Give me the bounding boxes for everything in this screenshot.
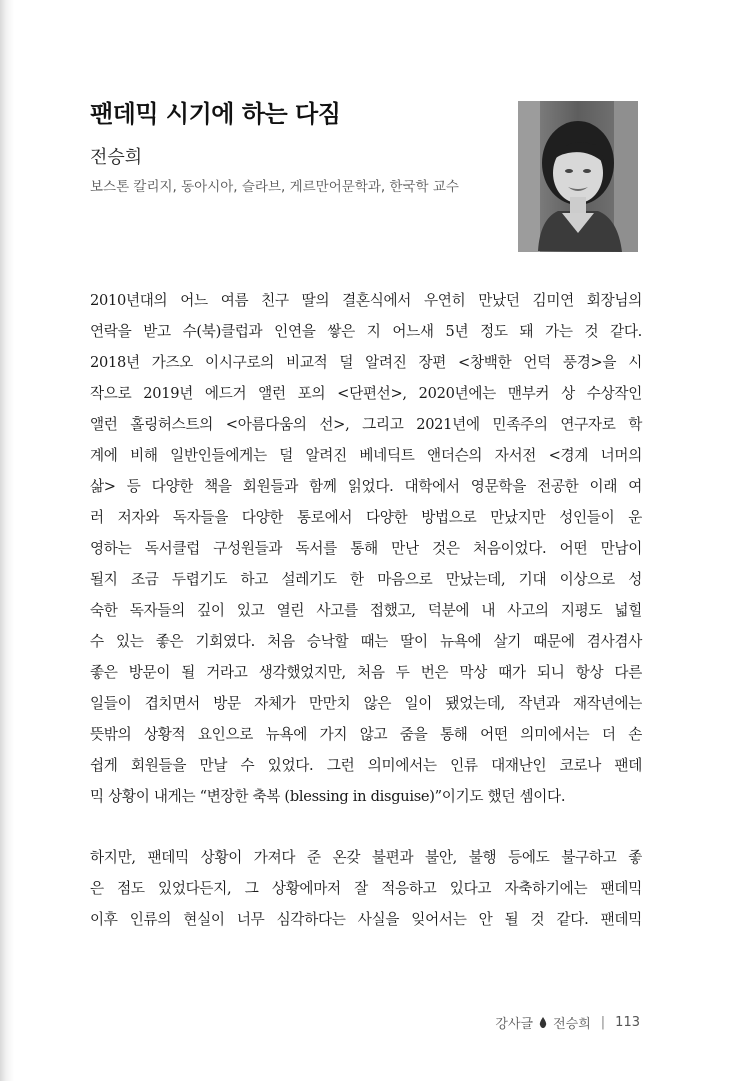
drop-icon	[539, 1017, 547, 1028]
article-body	[90, 285, 642, 935]
text-line: 하지만, 팬데믹 상황이 가져다 준 온갖 불편과 불안, 불행 등에도 불구하고 좋	[90, 849, 642, 866]
paragraph-2	[90, 842, 642, 935]
author-photo	[518, 101, 638, 252]
page-footer	[495, 1013, 640, 1032]
text-line: 영하는 독서클럽 구성원들과 독서를 통해 만난 것은 처음이었다. 어떤 만남이	[90, 540, 642, 557]
text-line: 좋은 방문이 될 거라고 생각했었지만, 처음 두 번은 막상 때가 되니 항상 다른	[90, 664, 642, 681]
footer-section: 강사글	[495, 1017, 534, 1032]
article-title: 팬데믹 시기에 하는 다짐	[90, 100, 341, 128]
text-line: 2010년대의 어느 여름 친구 딸의 결혼식에서 우연히 만났던 김미연 회장님의	[90, 292, 642, 309]
text-line: 될지 조금 두렵기도 하고 설레기도 한 마음으로 만났는데, 기대 이상으로 성	[90, 571, 642, 588]
article-header	[90, 94, 510, 195]
text-line: 삶> 등 다양한 책을 회원들과 함께 읽었다. 대학에서 영문학을 전공한 이래 여	[90, 478, 642, 495]
text-line: 앨런 홀링허스트의 <아름다움의 선>, 그리고 2021년에 민족주의 연구자로 학	[90, 416, 642, 433]
footer-separator: |	[600, 1015, 606, 1030]
text-line: 연락을 받고 수(북)클럽과 인연을 쌓은 지 어느새 5년 정도 돼 가는 것 같다.	[90, 323, 642, 340]
paragraph-1	[90, 285, 642, 812]
footer-author: 전승희	[553, 1017, 591, 1032]
author-portrait-icon	[518, 101, 638, 252]
text-line: 계에 비해 일반인들에게는 덜 알려진 베네딕트 앤더슨의 자서전 <경계 너머의	[90, 447, 642, 464]
page-number: 113	[615, 1015, 640, 1030]
text-line: 러 저자와 독자들을 다양한 통로에서 다양한 방법으로 만났지만 성인들이 운	[90, 509, 642, 526]
text-line: 믹 상황이 내게는 “변장한 축복 (blessing in disguise)”이기도 했던 셈이다.	[90, 788, 566, 805]
text-line: 작으로 2019년 에드거 앨런 포의 <단편선>, 2020년에는 맨부커 상 수상작인	[90, 385, 642, 402]
page-gutter-shadow	[0, 0, 14, 1081]
text-line: 2018년 가즈오 이시구로의 비교적 덜 알려진 장편 <창백한 언덕 풍경>을 시	[90, 354, 642, 371]
text-line: 숙한 독자들의 깊이 있고 열린 사고를 접했고, 덕분에 내 사고의 지평도 넓힐	[90, 602, 642, 619]
text-line: 수 있는 좋은 기회였다. 처음 승낙할 때는 딸이 뉴욕에 살기 때문에 겸사겸사	[90, 633, 642, 650]
text-line: 뜻밖의 상황적 요인으로 뉴욕에 가지 않고 줌을 통해 어떤 의미에서는 더 손	[90, 726, 642, 743]
text-line: 이후 인류의 현실이 너무 심각하다는 사실을 잊어서는 안 될 것 같다. 팬데믹	[90, 911, 642, 928]
author-affiliation: 보스톤 칼리지, 동아시아, 슬라브, 게르만어문학과, 한국학 교수	[90, 179, 459, 195]
text-line: 은 점도 있었다든지, 그 상황에마저 잘 적응하고 있다고 자축하기에는 팬데믹	[90, 880, 642, 897]
text-line: 쉽게 회원들을 만날 수 있었다. 그런 의미에서는 인류 대재난인 코로나 팬데	[90, 757, 642, 774]
author-name: 전승희	[90, 147, 143, 168]
text-line: 일들이 겹치면서 방문 자체가 만만치 않은 일이 됐었는데, 작년과 재작년에는	[90, 695, 642, 712]
